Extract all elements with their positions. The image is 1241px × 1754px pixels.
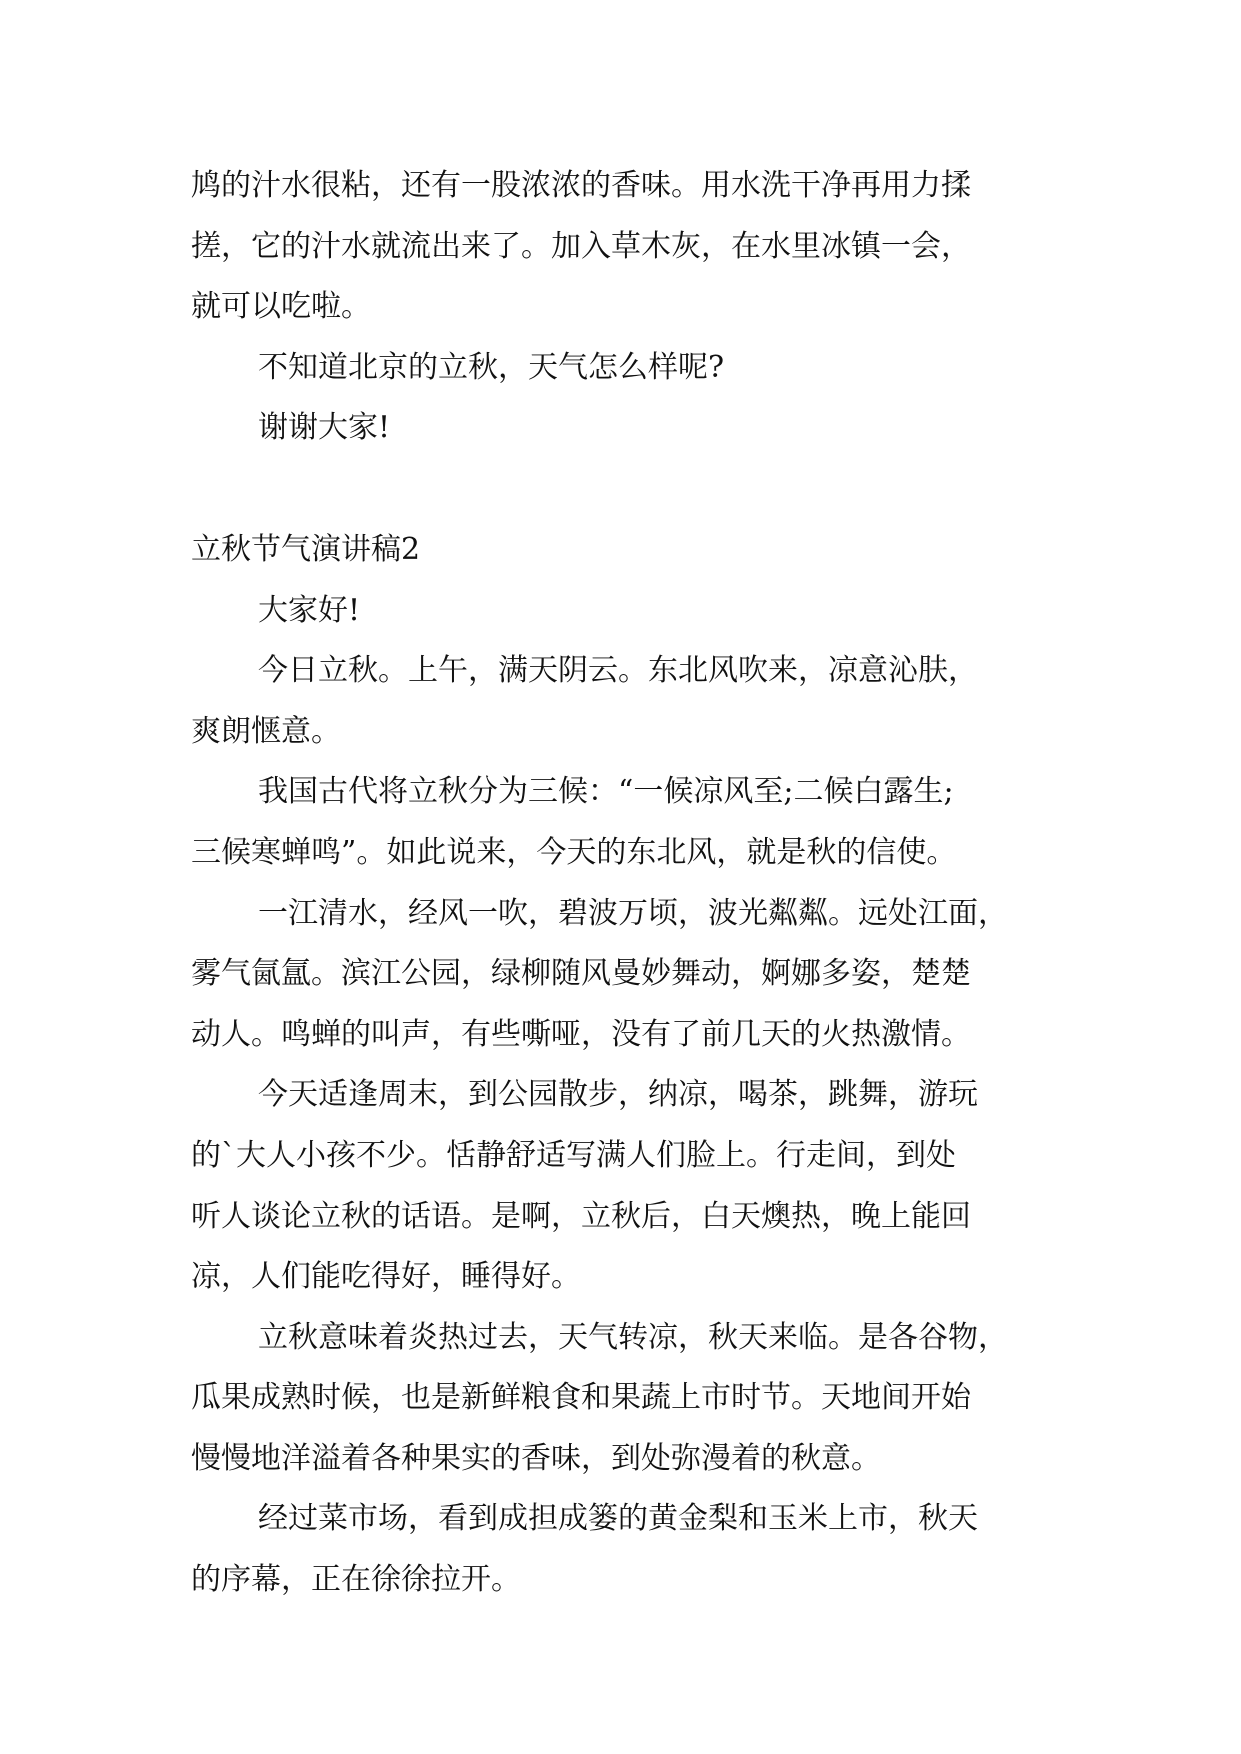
paragraph-line: 凉，人们能吃得好，睡得好。	[191, 1259, 581, 1295]
paragraph-line: 今天适逢周末，到公园散步，纳凉，喝茶，跳舞，游玩	[258, 1077, 978, 1113]
paragraph-line: 的序幕，正在徐徐拉开。	[191, 1562, 521, 1598]
paragraph-line: 就可以吃啦。	[191, 289, 371, 325]
paragraph-line: 立秋意味着炎热过去，天气转凉，秋天来临。是各谷物，	[258, 1319, 1008, 1355]
section-spacer	[191, 459, 1081, 520]
greeting-line: 大家好!	[258, 592, 361, 628]
closing-line: 谢谢大家!	[258, 410, 391, 446]
paragraph-line: 不知道北京的立秋，天气怎么样呢?	[258, 349, 725, 385]
section-title: 立秋节气演讲稿2	[191, 531, 421, 567]
paragraph-line: 雾气氤氲。滨江公园，绿柳随风曼妙舞动，婀娜多姿，楚楚	[191, 956, 971, 992]
paragraph-line: 瓜果成熟时候，也是新鲜粮食和果蔬上市时节。天地间开始	[191, 1380, 971, 1416]
paragraph-line: 的`大人小孩不少。恬静舒适写满人们脸上。行走间，到处	[191, 1137, 956, 1173]
paragraph-line: 三候寒蝉鸣”。如此说来，今天的东北风，就是秋的信使。	[191, 834, 957, 870]
paragraph-line: 今日立秋。上午，满天阴云。东北风吹来，凉意沁肤，	[258, 653, 978, 689]
paragraph-line: 听人谈论立秋的话语。是啊，立秋后，白天燠热，晚上能回	[191, 1198, 971, 1234]
paragraph-line: 动人。鸣蝉的叫声，有些嘶哑，没有了前几天的火热激情。	[191, 1016, 971, 1052]
paragraph-line: 爽朗惬意。	[191, 713, 341, 749]
paragraph-line: 搓，它的汁水就流出来了。加入草木灰，在水里冰镇一会，	[191, 228, 971, 264]
paragraph-line: 我国古代将立秋分为三候：“一候凉风至;二候白露生;	[258, 774, 954, 810]
paragraph-line: 慢慢地洋溢着各种果实的香味，到处弥漫着的秋意。	[191, 1440, 881, 1476]
paragraph-line: 一江清水，经风一吹，碧波万顷，波光粼粼。远处江面，	[258, 895, 1008, 931]
document-body	[191, 156, 1081, 1611]
paragraph-line: 经过菜市场，看到成担成篓的黄金梨和玉米上市，秋天	[258, 1501, 978, 1537]
paragraph-line: 鸠的汁水很粘，还有一股浓浓的香味。用水洗干净再用力揉	[191, 168, 971, 203]
